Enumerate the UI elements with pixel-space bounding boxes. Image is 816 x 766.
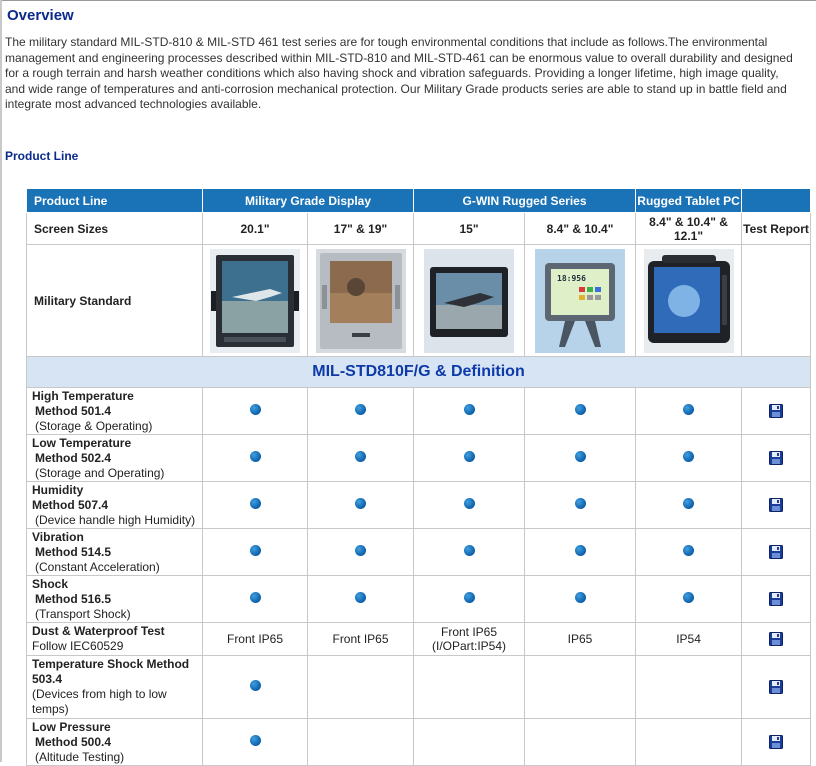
test-method: Method 514.5 bbox=[35, 545, 112, 559]
blue-dot-icon bbox=[683, 592, 694, 603]
empty-cell bbox=[308, 656, 414, 719]
test-method: Method 507.4 bbox=[32, 498, 109, 512]
blue-dot-icon bbox=[575, 592, 586, 603]
test-name: Low Temperature bbox=[32, 436, 132, 450]
blue-dot-icon bbox=[575, 545, 586, 556]
product-images-row bbox=[27, 245, 811, 357]
test-description: (Storage & Operating) bbox=[35, 419, 153, 433]
support-cell bbox=[308, 529, 414, 576]
support-cell bbox=[203, 529, 308, 576]
left-rule bbox=[0, 0, 2, 762]
support-cell bbox=[414, 482, 525, 529]
test-name: Humidity bbox=[32, 483, 84, 497]
blue-dot-icon bbox=[250, 680, 261, 691]
screen-sizes-row bbox=[27, 213, 811, 245]
support-cell bbox=[203, 388, 308, 435]
support-cell bbox=[308, 435, 414, 482]
support-cell bbox=[525, 482, 636, 529]
empty-cell bbox=[525, 719, 636, 766]
table-row bbox=[27, 719, 811, 766]
test-label bbox=[27, 435, 203, 482]
test-name: Dust & Waterproof Test bbox=[32, 624, 165, 638]
report-cell bbox=[742, 719, 811, 766]
support-cell bbox=[636, 482, 742, 529]
blue-dot-icon bbox=[355, 592, 366, 603]
product-image-cell bbox=[203, 245, 308, 357]
blue-dot-icon bbox=[464, 498, 475, 509]
report-cell bbox=[742, 435, 811, 482]
table-row bbox=[27, 529, 811, 576]
test-description: (Device handle high Humidity) bbox=[35, 513, 196, 527]
support-cell bbox=[414, 388, 525, 435]
blue-dot-icon bbox=[464, 592, 475, 603]
header-rugged-tablet-pc: Rugged Tablet PC bbox=[636, 189, 742, 213]
support-cell bbox=[636, 388, 742, 435]
floppy-disk-icon[interactable] bbox=[769, 404, 783, 418]
support-cell bbox=[525, 435, 636, 482]
size-cell: 15" bbox=[414, 213, 525, 245]
blue-dot-icon bbox=[575, 451, 586, 462]
size-cell: 8.4" & 10.4" bbox=[525, 213, 636, 245]
floppy-disk-icon[interactable] bbox=[769, 632, 783, 646]
support-cell bbox=[203, 482, 308, 529]
test-label bbox=[27, 576, 203, 623]
test-name: Vibration bbox=[32, 530, 84, 544]
mil-std-spec-table bbox=[26, 188, 811, 766]
table-row bbox=[27, 656, 811, 719]
header-military-grade-display: Military Grade Display bbox=[203, 189, 414, 213]
test-method: Method 502.4 bbox=[35, 451, 112, 465]
support-cell bbox=[414, 576, 525, 623]
support-cell bbox=[203, 435, 308, 482]
test-name: High Temperature bbox=[32, 389, 134, 403]
blue-dot-icon bbox=[683, 498, 694, 509]
test-label bbox=[27, 388, 203, 435]
blue-dot-icon bbox=[575, 404, 586, 415]
blue-dot-icon bbox=[464, 451, 475, 462]
ip-rating: Front IP65 bbox=[332, 632, 389, 646]
gwin-15-image[interactable] bbox=[424, 249, 514, 353]
ip-rating-io-part: (I/OPart:IP54) bbox=[432, 639, 507, 653]
svg-text:18:956: 18:956 bbox=[557, 273, 586, 283]
rating-cell bbox=[203, 623, 308, 656]
product-image-cell bbox=[414, 245, 525, 357]
support-cell bbox=[308, 482, 414, 529]
support-cell bbox=[525, 576, 636, 623]
floppy-disk-icon[interactable] bbox=[769, 545, 783, 559]
blue-dot-icon bbox=[683, 404, 694, 415]
header-report-blank bbox=[742, 189, 811, 213]
military-standard-label: Military Standard bbox=[27, 245, 203, 357]
test-method: Method 501.4 bbox=[35, 404, 112, 418]
report-cell bbox=[742, 388, 811, 435]
support-cell bbox=[308, 576, 414, 623]
rating-cell bbox=[414, 623, 525, 656]
blue-dot-icon bbox=[683, 451, 694, 462]
floppy-disk-icon[interactable] bbox=[769, 735, 783, 749]
test-label bbox=[27, 623, 203, 656]
test-name: Low Pressure bbox=[32, 720, 111, 734]
report-cell bbox=[742, 656, 811, 719]
product-image-cell bbox=[308, 245, 414, 357]
blue-dot-icon bbox=[250, 592, 261, 603]
test-label bbox=[27, 719, 203, 766]
header-gwin-rugged-series: G-WIN Rugged Series bbox=[414, 189, 636, 213]
ip-rating: IP54 bbox=[676, 632, 701, 646]
product-line-heading: Product Line bbox=[5, 149, 79, 163]
table-row bbox=[27, 388, 811, 435]
blue-dot-icon bbox=[250, 498, 261, 509]
support-cell bbox=[636, 529, 742, 576]
test-method: Method 516.5 bbox=[35, 592, 112, 606]
blue-dot-icon bbox=[464, 545, 475, 556]
report-cell bbox=[742, 623, 811, 656]
report-cell bbox=[742, 529, 811, 576]
blue-dot-icon bbox=[250, 545, 261, 556]
support-cell bbox=[636, 435, 742, 482]
test-label bbox=[27, 656, 203, 719]
empty-cell bbox=[636, 656, 742, 719]
blue-dot-icon bbox=[250, 735, 261, 746]
image-row-report-blank bbox=[742, 245, 811, 357]
test-name: Shock bbox=[32, 577, 69, 591]
blue-dot-icon bbox=[250, 451, 261, 462]
table-row bbox=[27, 435, 811, 482]
blue-dot-icon bbox=[355, 545, 366, 556]
rating-cell bbox=[308, 623, 414, 656]
size-cell: 8.4" & 10.4" & 12.1" bbox=[636, 213, 742, 245]
blue-dot-icon bbox=[355, 498, 366, 509]
support-cell bbox=[414, 529, 525, 576]
blue-dot-icon bbox=[355, 451, 366, 462]
product-image-cell bbox=[525, 245, 636, 357]
ip-rating: Front IP65 bbox=[441, 625, 498, 639]
table-row bbox=[27, 623, 811, 656]
table-header-row bbox=[27, 189, 811, 213]
blue-dot-icon bbox=[683, 545, 694, 556]
test-description: (Storage and Operating) bbox=[35, 466, 165, 480]
test-description: (Altitude Testing) bbox=[35, 750, 125, 764]
empty-cell bbox=[414, 719, 525, 766]
military-display-17-19-image[interactable] bbox=[316, 249, 406, 353]
blue-dot-icon bbox=[355, 404, 366, 415]
section-title-row bbox=[27, 357, 811, 388]
overview-title: Overview bbox=[7, 7, 74, 24]
empty-cell bbox=[414, 656, 525, 719]
screen-sizes-label: Screen Sizes bbox=[27, 213, 203, 245]
test-name: Temperature Shock Method 503.4 bbox=[32, 657, 190, 686]
test-description: Follow IEC60529 bbox=[32, 639, 124, 653]
support-cell bbox=[525, 529, 636, 576]
rating-cell bbox=[525, 623, 636, 656]
floppy-disk-icon[interactable] bbox=[769, 592, 783, 606]
support-cell bbox=[203, 656, 308, 719]
report-cell bbox=[742, 482, 811, 529]
size-cell: 20.1" bbox=[203, 213, 308, 245]
top-rule bbox=[0, 0, 816, 1]
test-method: Method 500.4 bbox=[35, 735, 112, 749]
support-cell bbox=[308, 388, 414, 435]
ip-rating: IP65 bbox=[567, 632, 593, 646]
test-label bbox=[27, 482, 203, 529]
blue-dot-icon bbox=[250, 404, 261, 415]
report-cell bbox=[742, 576, 811, 623]
support-cell bbox=[525, 388, 636, 435]
floppy-disk-icon[interactable] bbox=[769, 451, 783, 465]
support-cell bbox=[203, 576, 308, 623]
test-description: (Devices from high to low temps) bbox=[32, 687, 167, 716]
header-product-line: Product Line bbox=[27, 189, 203, 213]
gwin-8-10-image[interactable] bbox=[535, 249, 625, 353]
floppy-disk-icon[interactable] bbox=[769, 680, 783, 694]
table-row bbox=[27, 576, 811, 623]
mil-std-definition-title: MIL-STD810F/G & Definition bbox=[27, 357, 811, 388]
test-description: (Constant Acceleration) bbox=[35, 560, 160, 574]
table-row bbox=[27, 482, 811, 529]
blue-dot-icon bbox=[464, 404, 475, 415]
test-description: (Transport Shock) bbox=[35, 607, 131, 621]
overview-paragraph: The military standard MIL-STD-810 & MIL-STD 461 test series are for tough environmental conditions that include as follows.The environmental management and engineering processes described within MIL-STD-810 and MIL-STD-461 can be enormous value to overall durability and designed for a rough terrain and harsh weather conditions which also having shock and vibration safeguards. Providing a longer lifetime, high image quality, and wide range of temperatures and anti-corrosion mechanical protection. Our Military Grade products series are able to stand up in battle field and integrate most advanced technologies available. bbox=[5, 35, 793, 111]
test-label bbox=[27, 529, 203, 576]
empty-cell bbox=[525, 656, 636, 719]
military-display-20-image[interactable] bbox=[210, 249, 300, 353]
floppy-disk-icon[interactable] bbox=[769, 498, 783, 512]
rating-cell bbox=[636, 623, 742, 656]
support-cell bbox=[636, 576, 742, 623]
blue-dot-icon bbox=[575, 498, 586, 509]
ip-rating: Front IP65 bbox=[226, 632, 284, 646]
product-image-cell bbox=[636, 245, 742, 357]
empty-cell bbox=[308, 719, 414, 766]
rugged-tablet-image[interactable] bbox=[644, 249, 734, 353]
support-cell bbox=[203, 719, 308, 766]
size-cell: 17" & 19" bbox=[308, 213, 414, 245]
test-report-header: Test Report bbox=[742, 213, 811, 245]
empty-cell bbox=[636, 719, 742, 766]
support-cell bbox=[414, 435, 525, 482]
